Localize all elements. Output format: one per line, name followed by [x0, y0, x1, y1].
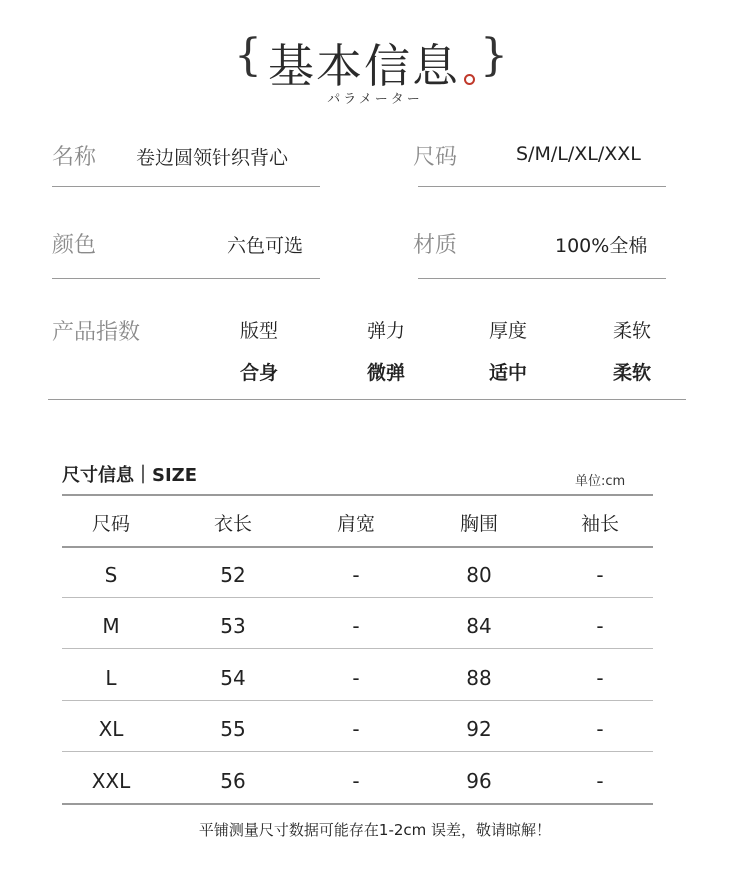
table-cell: - — [596, 769, 604, 793]
title-brace-left: { — [234, 30, 262, 81]
index-value-elasticity: 微弹 — [366, 362, 405, 384]
table-cell: S — [104, 563, 118, 587]
table-cell: 56 — [220, 769, 246, 793]
table-cell: - — [596, 666, 604, 690]
table-divider — [62, 546, 653, 548]
param-size-label: 尺码 — [413, 145, 458, 170]
table-cell: 80 — [466, 563, 492, 587]
table-header-chest: 胸围 — [459, 513, 498, 535]
param-material-label: 材质 — [413, 233, 458, 258]
divider — [52, 186, 320, 187]
measurement-note: 平铺测量尺寸数据可能存在1-2cm 误差，敬请晾解！ — [198, 821, 552, 839]
table-cell: - — [352, 666, 360, 690]
table-cell: 96 — [466, 769, 492, 793]
param-size-value: S/M/L/XL/XXL — [516, 143, 641, 165]
table-cell: - — [352, 614, 360, 638]
table-row-divider — [62, 751, 653, 752]
param-material-value: 100%全棉 — [555, 235, 648, 257]
table-cell: 52 — [220, 563, 246, 587]
param-name-value: 卷边圆领针织背心 — [136, 147, 289, 169]
index-name-elasticity: 弹力 — [366, 320, 405, 342]
table-row-divider — [62, 648, 653, 649]
param-color-label: 颜色 — [52, 233, 97, 258]
table-divider — [62, 803, 653, 805]
param-name-label: 名称 — [52, 145, 97, 170]
index-name-fit: 版型 — [239, 320, 278, 342]
divider — [52, 278, 320, 279]
table-header-length: 衣长 — [213, 513, 252, 535]
index-name-thickness: 厚度 — [488, 320, 527, 342]
table-cell: 55 — [220, 717, 246, 741]
page-subtitle: パラメーター — [327, 92, 423, 107]
divider — [48, 399, 686, 400]
index-name-softness: 柔软 — [612, 320, 651, 342]
table-cell: XXL — [91, 769, 131, 793]
table-cell: 88 — [466, 666, 492, 690]
table-cell: - — [596, 717, 604, 741]
table-cell: 53 — [220, 614, 246, 638]
divider — [418, 186, 666, 187]
title-block — [0, 28, 750, 93]
size-table-title: 尺寸信息｜SIZE — [62, 465, 198, 486]
table-cell: - — [352, 563, 360, 587]
table-cell: 84 — [466, 614, 492, 638]
size-table-unit: 单位:cm — [575, 474, 626, 489]
index-value-softness: 柔软 — [612, 362, 651, 384]
table-cell: - — [352, 769, 360, 793]
table-row-divider — [62, 700, 653, 701]
table-cell: XL — [98, 717, 124, 741]
table-cell: - — [596, 563, 604, 587]
param-index-label: 产品指数 — [52, 320, 141, 345]
table-cell: 92 — [466, 717, 492, 741]
index-value-fit: 合身 — [239, 362, 278, 384]
table-header-sleeve: 袖长 — [580, 513, 619, 535]
table-cell: - — [352, 717, 360, 741]
table-header-size: 尺码 — [91, 513, 130, 535]
title-accent-dot-icon — [464, 74, 475, 85]
table-cell: - — [596, 614, 604, 638]
divider — [418, 278, 666, 279]
param-color-value: 六色可选 — [227, 235, 304, 257]
table-row-divider — [62, 597, 653, 598]
table-cell: 54 — [220, 666, 246, 690]
title-brace-right: } — [480, 30, 508, 81]
table-cell: L — [105, 666, 117, 690]
table-cell: M — [102, 614, 120, 638]
page-title: 基本信息 — [268, 39, 460, 93]
index-value-thickness: 适中 — [488, 362, 527, 384]
table-header-shoulder: 肩宽 — [336, 513, 375, 535]
table-divider — [62, 494, 653, 496]
